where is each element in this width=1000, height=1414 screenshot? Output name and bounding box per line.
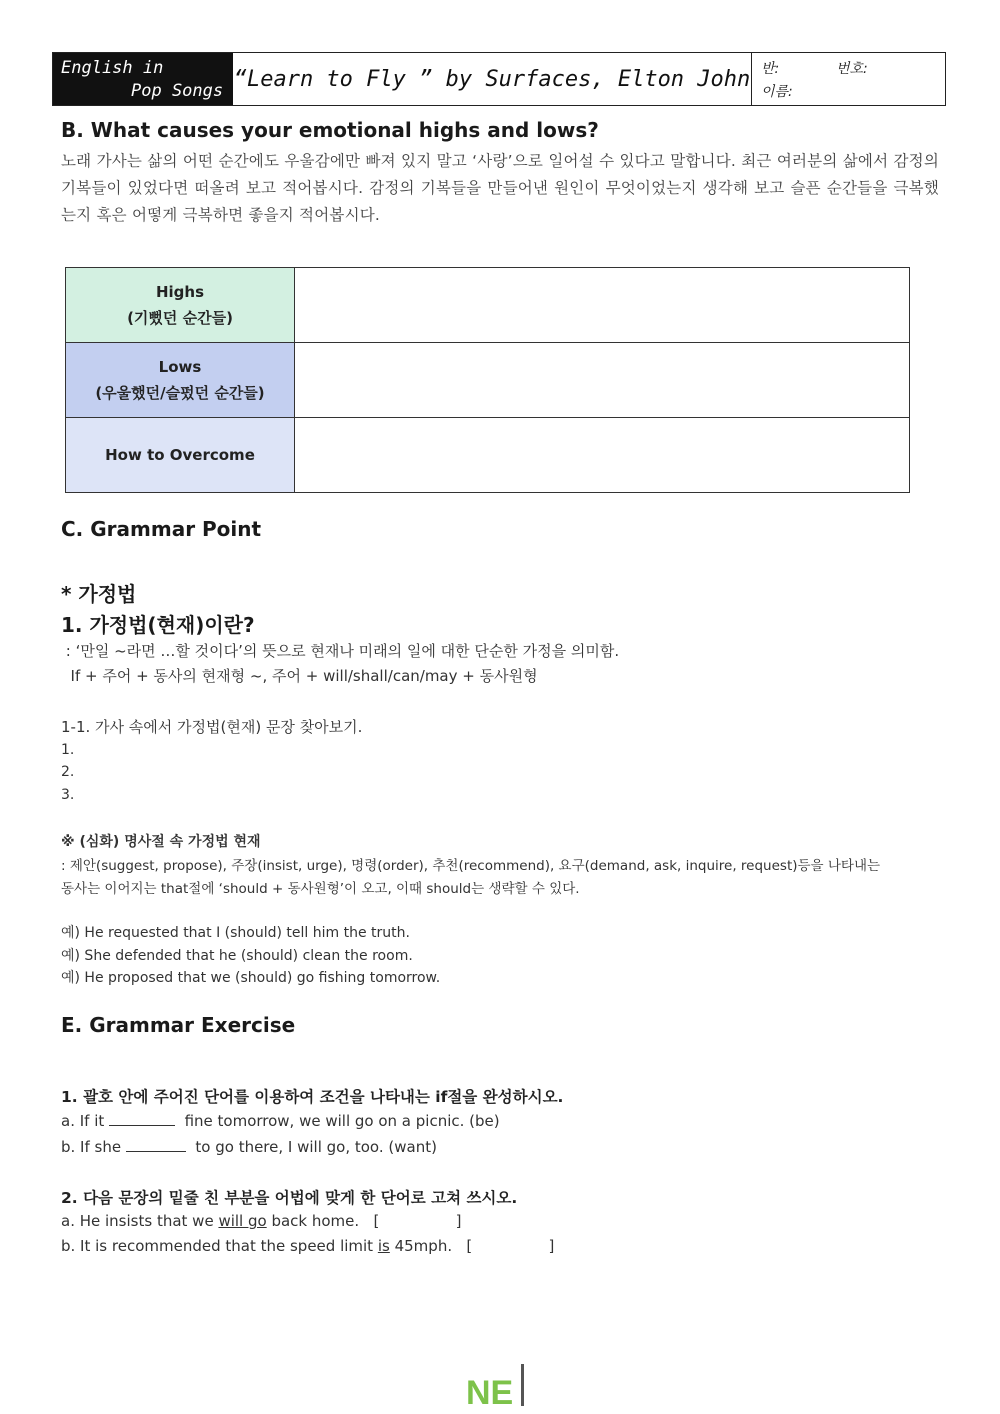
exercise-2b: [61, 1237, 554, 1255]
overcome-answer-cell[interactable]: [295, 418, 910, 493]
grammar-topic: * 가정법: [61, 582, 137, 606]
series-line1: English in: [61, 58, 164, 78]
answer-bracket[interactable]: back home. [ ]: [266, 1212, 462, 1230]
row-label-subtitle: (우울했던/슬펐던 순간들): [95, 384, 265, 402]
logo-divider: [521, 1364, 524, 1406]
lows-label: [66, 343, 295, 418]
answer-bracket[interactable]: 45mph. [ ]: [389, 1237, 555, 1255]
answer-blank[interactable]: [109, 1111, 175, 1126]
lows-answer-cell[interactable]: [295, 343, 910, 418]
advanced-line-1: : 제안(suggest, propose), 주장(insist, urge), 명령(order), 추천(recommend), 요구(demand, ask, inquire, request)등을 나타내는: [61, 858, 881, 874]
student-info: [752, 53, 945, 105]
series-label: [53, 53, 233, 105]
logo-text: NE: [466, 1374, 514, 1410]
highs-label: [66, 268, 295, 343]
answer-blank[interactable]: [126, 1137, 186, 1152]
ne-logo: [466, 1360, 536, 1410]
section-c-heading: C. Grammar Point: [61, 517, 262, 541]
exercise-1a: [61, 1111, 500, 1130]
table-row: [66, 418, 910, 493]
definition-text: : ‘만일 ~라면 …할 것이다’의 뜻으로 현재나 미래의 일에 대한 단순한 가정을 의미함.: [61, 642, 620, 660]
exercise-1-title: 1. 괄호 안에 주어진 단어를 이용하여 조건을 나타내는 if절을 완성하시오.: [61, 1088, 564, 1106]
section-b-heading: B. What causes your emotional highs and lows?: [61, 118, 599, 142]
example-3: 예) He proposed that we (should) go fishing tomorrow.: [61, 970, 441, 986]
row-label-title: How to Overcome: [105, 446, 255, 464]
underlined-phrase: will go: [218, 1212, 267, 1230]
worksheet-header: [52, 52, 946, 106]
overcome-label: [66, 418, 295, 493]
exercise-1b: [61, 1137, 437, 1156]
table-row: [66, 268, 910, 343]
exercise-2-title: 2. 다음 문장의 밑줄 친 부분을 어법에 맞게 한 단어로 고쳐 쓰시오.: [61, 1189, 518, 1207]
exercise-text: fine tomorrow, we will go on a picnic. (be): [175, 1112, 500, 1130]
class-label: 반:: [761, 61, 780, 77]
advanced-line-2: 동사는 이어지는 that절에 ‘should + 동사원형’이 오고, 이때 should는 생략할 수 있다.: [61, 881, 580, 897]
exercise-text: a. He insists that we: [61, 1212, 219, 1230]
section-b-instructions: 노래 가사는 삶의 어떤 순간에도 우울감에만 빠져 있지 말고 ‘사랑’으로 일어설 수 있다고 말합니다. 최근 여러분의 삶에서 감정의 기복들이 있었다면 떠올려 보고 적어봅시다. 감정의 기복들을 만들어낸 원인이 무엇이었는지 생각해 보고 슬픈 순간들을 극복했는지 혹은 어떻게 극복하면 좋을지 적어봅시다.: [61, 152, 939, 224]
answer-line-2[interactable]: 2.: [61, 764, 75, 780]
exercise-text: b. It is recommended that the speed limit: [61, 1237, 378, 1255]
example-1: 예) He requested that I (should) tell him the truth.: [61, 925, 410, 941]
row-label-subtitle: (기뻤던 순간들): [127, 309, 233, 327]
series-line2: Pop Songs: [131, 81, 224, 101]
ne-logo-icon: [466, 1360, 536, 1410]
example-2: 예) She defended that he (should) clean the room.: [61, 948, 413, 964]
emotions-table: [65, 267, 910, 493]
grammar-subheading: 1. 가정법(현재)이란?: [61, 613, 255, 637]
underlined-phrase: is: [377, 1237, 390, 1255]
song-title: “Learn to Fly ” by Surfaces, Elton John: [233, 53, 752, 105]
number-label: 번호:: [836, 61, 868, 77]
exercise-text: to go there, I will go, too. (want): [185, 1138, 437, 1156]
answer-line-3[interactable]: 3.: [61, 787, 75, 803]
exercise-2a: [61, 1212, 461, 1230]
row-label-title: Lows: [158, 358, 202, 376]
highs-answer-cell[interactable]: [295, 268, 910, 343]
formula-text: If + 주어 + 동사의 현재형 ~, 주어 + will/shall/can/may + 동사원형: [61, 667, 538, 685]
row-label-title: Highs: [155, 283, 205, 301]
answer-line-1[interactable]: 1.: [61, 742, 75, 758]
advanced-heading: ※ (심화) 명사절 속 가정법 현재: [61, 834, 261, 850]
exercise-text: b. If she: [61, 1138, 126, 1156]
section-e-heading: E. Grammar Exercise: [61, 1013, 296, 1037]
exercise-text: a. If it: [61, 1112, 110, 1130]
task-text: 1-1. 가사 속에서 가정법(현재) 문장 찾아보기.: [61, 718, 363, 736]
table-row: [66, 343, 910, 418]
name-label: 이름:: [761, 84, 793, 100]
